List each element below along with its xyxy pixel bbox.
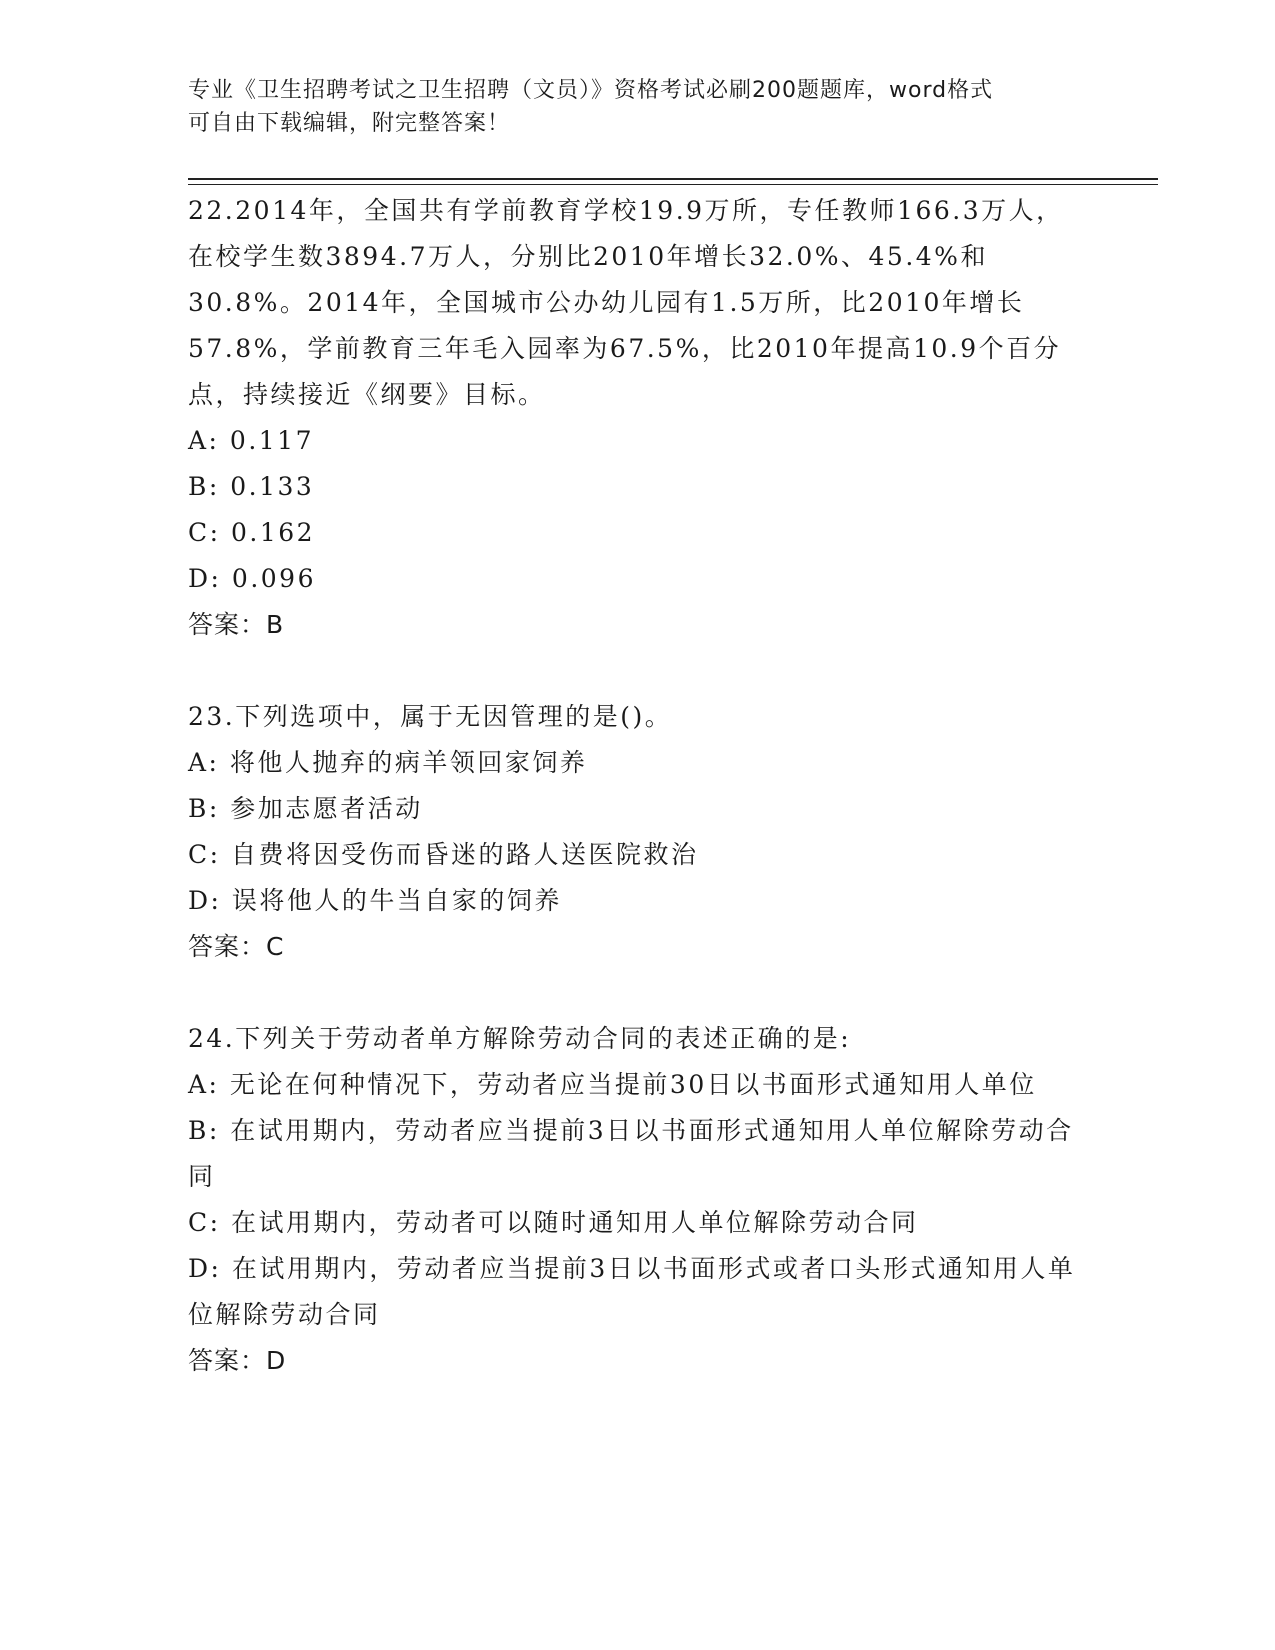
question-24: [188, 1016, 1078, 1384]
question-stem: 23.下列选项中，属于无因管理的是()。: [188, 702, 673, 731]
option-a: A: 将他人抛弃的病羊领回家饲养: [188, 748, 588, 777]
option-b: B: 参加志愿者活动: [188, 794, 423, 823]
question-list: [188, 188, 1078, 1430]
option-b: B: 在试用期内，劳动者应当提前3日以书面形式通知用人单位解除劳动合同: [188, 1116, 1074, 1191]
option-b: B: 0.133: [188, 472, 315, 501]
header-divider-thin: [188, 184, 1158, 185]
question-stem: 22.2014年，全国共有学前教育学校19.9万所，专任教师166.3万人，在校学生数3894.7万人，分别比2010年增长32.0%、45.4%和30.8%。2014年，全国城市公办幼儿园有1.5万所，比2010年增长57.8%，学前教育三年毛入园率为67.5%，比2010年提高10.9个百分点，持续接近《纲要》目标。: [188, 196, 1064, 409]
answer-text: 答案：D: [188, 1346, 287, 1375]
question-23: [188, 694, 1078, 970]
answer-text: 答案：B: [188, 610, 285, 639]
header-title-line-1: 专业《卫生招聘考试之卫生招聘（文员）》资格考试必刷200题题库，word格式: [188, 78, 994, 103]
header-title-line-2: 可自由下载编辑，附完整答案！: [188, 111, 511, 136]
option-c: C: 0.162: [188, 518, 316, 547]
page-header: [188, 74, 1068, 140]
header-divider-thick: [188, 178, 1158, 180]
option-d: D: 0.096: [188, 564, 316, 593]
question-22: [188, 188, 1078, 648]
answer-text: 答案：C: [188, 932, 285, 961]
option-a: A: 无论在何种情况下，劳动者应当提前30日以书面形式通知用人单位: [188, 1070, 1037, 1099]
option-d: D: 在试用期内，劳动者应当提前3日以书面形式或者口头形式通知用人单位解除劳动合同: [188, 1254, 1076, 1329]
option-a: A: 0.117: [188, 426, 314, 455]
question-stem: 24.下列关于劳动者单方解除劳动合同的表述正确的是:: [188, 1024, 852, 1053]
option-d: D: 误将他人的牛当自家的饲养: [188, 886, 562, 915]
option-c: C: 自费将因受伤而昏迷的路人送医院救治: [188, 840, 699, 869]
option-c: C: 在试用期内，劳动者可以随时通知用人单位解除劳动合同: [188, 1208, 919, 1237]
